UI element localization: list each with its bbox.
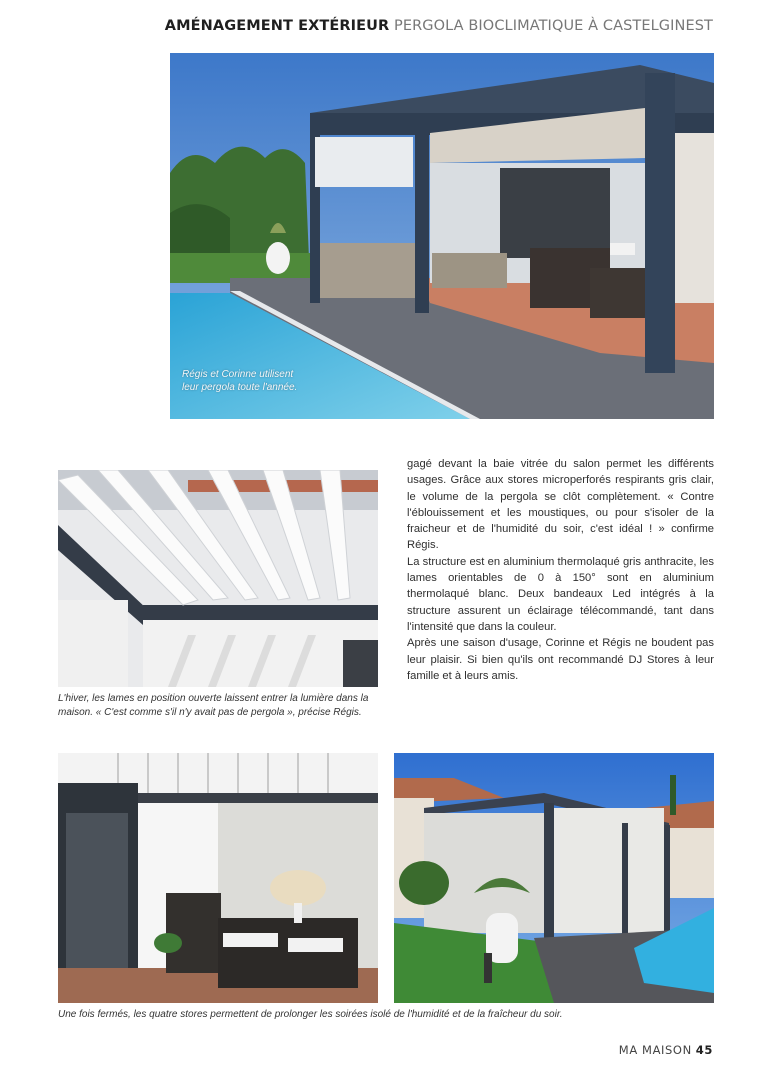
- article-subject: PERGOLA BIOCLIMATIQUE À CASTELGINEST: [394, 18, 713, 34]
- exterior-photo: [394, 753, 714, 1003]
- paragraph-1: gagé devant la baie vitrée du salon permet les différents usages. Grâce aux stores microperforés respirants gris clair, le volume de la pergola se clôt complètement. « Contre l'éblouissement et les moustiques, ou pour s'isoler de la fraicheur et de l'humidité du soir, c'est idéal ! » confirme Régis.: [407, 458, 714, 552]
- page-footer: [619, 1043, 713, 1057]
- page-number: 45: [695, 1043, 713, 1057]
- paragraph-2: La structure est en aluminium thermolaqué gris anthracite, les lames orientables de 0 à 150° sont en aluminium thermolaqué blanc. Deux bandeaux Led intégrés à la structure assurent un éclairage télécommandé, tant dans l'intensité que dans la couleur.: [407, 555, 714, 633]
- lamellae-caption: L'hiver, les lames en position ouverte laissent entrer la lumière dans la maison. « C'est comme s'il n'y avait pas de pergola », précise Régis.: [58, 693, 369, 718]
- section-title: AMÉNAGEMENT EXTÉRIEUR: [164, 18, 390, 34]
- interior-photo: [58, 753, 378, 1003]
- bottom-caption: Une fois fermés, les quatre stores permettent de prolonger les soirées isolé de l'humidité et de la fraîcheur du soir.: [58, 1009, 563, 1020]
- magazine-name: MA MAISON: [618, 1043, 692, 1057]
- lamellae-photo: [58, 470, 378, 687]
- main-photo: [170, 53, 714, 419]
- article-text: [407, 456, 714, 684]
- paragraph-3: Après une saison d'usage, Corinne et Régis ne boudent pas leur plaisir. Si bien qu'ils ont recommandé DJ Stores à leur famille et à leurs amis.: [407, 637, 714, 682]
- page-header: [165, 18, 713, 34]
- main-photo-caption: Régis et Corinne utilisent leur pergola toute l'année.: [182, 369, 298, 393]
